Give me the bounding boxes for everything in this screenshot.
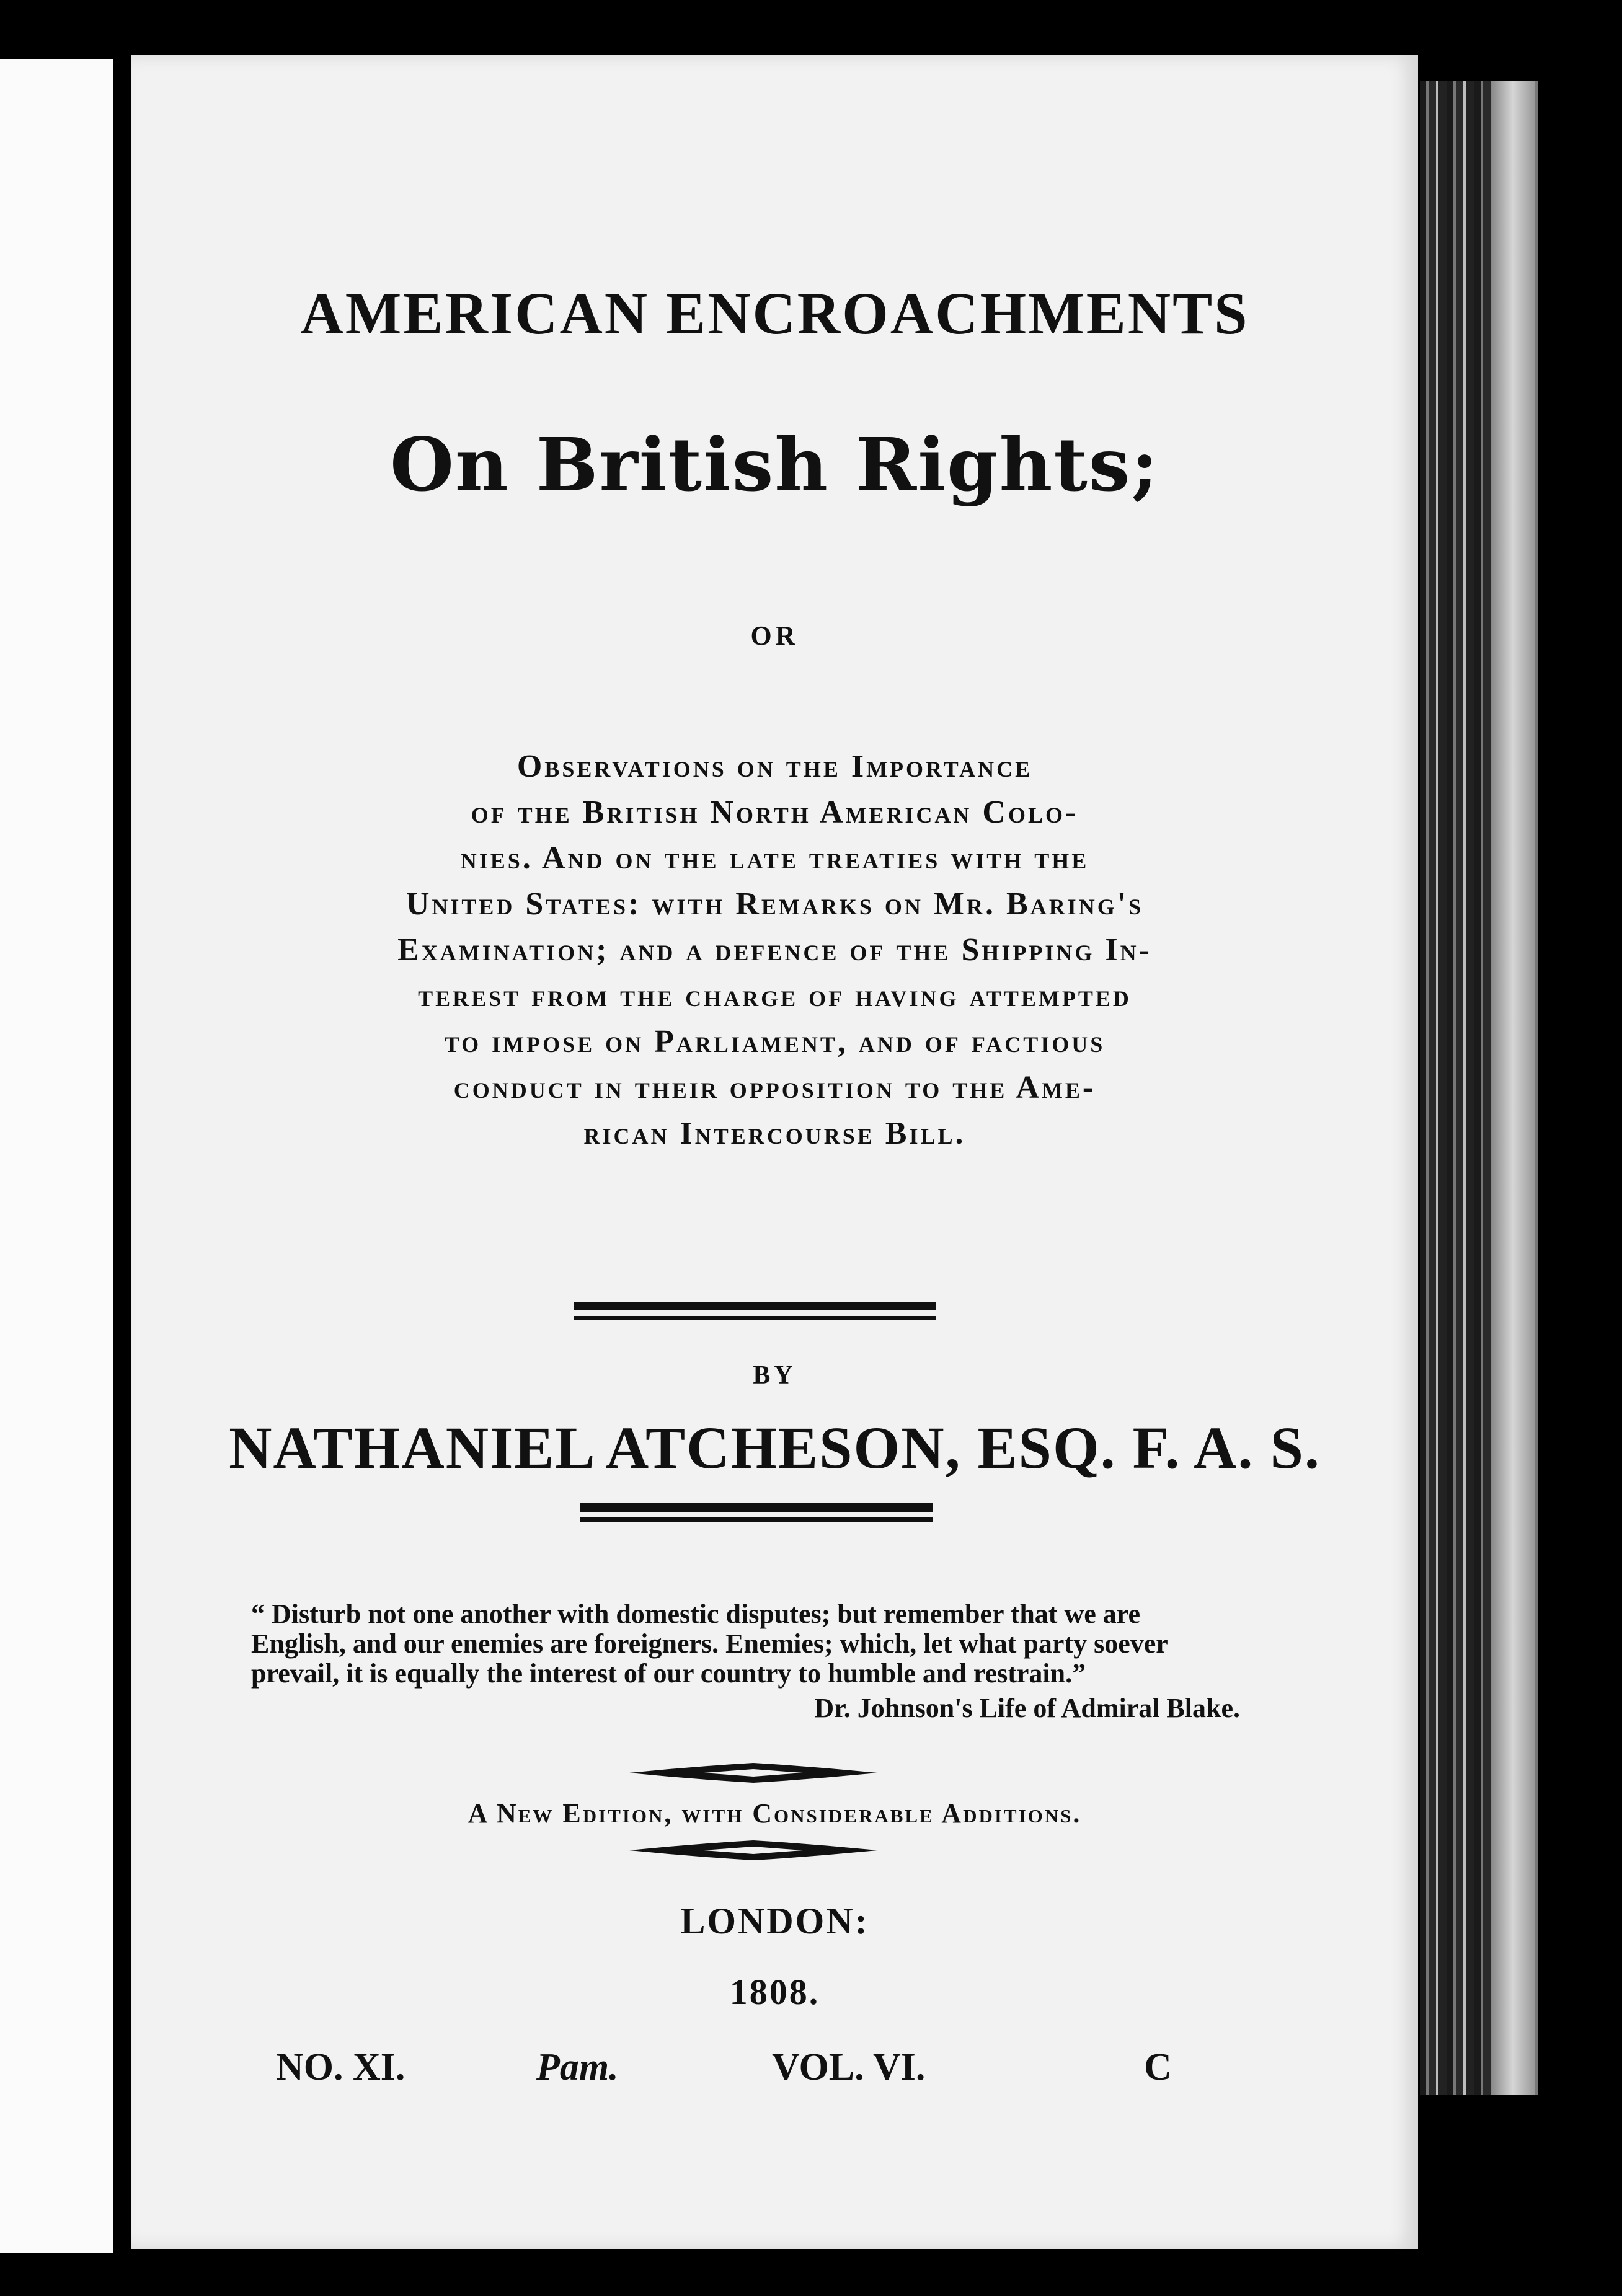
description: [131, 744, 1418, 1157]
description-line: of the British North American Colo-: [471, 795, 1079, 830]
description-line: Observations on the Importance: [516, 749, 1033, 784]
author-name: NATHANIEL ATCHESON, ESQ. F. A. S.: [229, 1415, 1321, 1481]
edition-note: A New Edition, with Considerable Additions.: [468, 1798, 1082, 1829]
description-line: conduct in their opposition to the Ame-: [453, 1070, 1096, 1105]
epigraph-line: English, and our enemies are foreigners. Enemies; which, let what party soever: [251, 1628, 1168, 1659]
double-rule-top: [574, 1302, 936, 1320]
conjunction: OR: [750, 620, 799, 651]
description-line: to impose on Parliament, and of factious: [444, 1024, 1106, 1059]
book-subtitle: On British Rights;: [390, 422, 1159, 508]
epigraph: [251, 1599, 1268, 1689]
book-title: AMERICAN ENCROACHMENTS: [300, 280, 1249, 347]
page-edges-highlight: [1491, 81, 1535, 2095]
epigraph-line: “ Disturb not one another with domestic disputes; but remember that we are: [251, 1599, 1141, 1629]
ornament-divider-bottom: [629, 1838, 877, 1863]
shelf-mark-volume: VOL. VI.: [772, 2046, 926, 2088]
publication-place: LONDON:: [680, 1901, 869, 1941]
description-line: United States: with Remarks on Mr. Baring's: [406, 886, 1144, 922]
description-line: nies. And on the late treaties with the: [460, 841, 1089, 876]
shelf-mark-letter: C: [1144, 2046, 1172, 2088]
facing-page: [0, 59, 113, 2253]
epigraph-line: prevail, it is equally the interest of our country to humble and restrain.”: [251, 1658, 1086, 1689]
ornament-divider-top: [629, 1760, 877, 1785]
description-line: Examination; and a defence of the Shipping In-: [397, 932, 1152, 968]
epigraph-attribution: Dr. Johnson's Life of Admiral Blake.: [814, 1693, 1240, 1723]
by-label: BY: [753, 1361, 797, 1390]
shelf-mark-number: NO. XI.: [276, 2046, 406, 2088]
publication-year: 1808.: [729, 1972, 820, 2012]
description-line: rican Intercourse Bill.: [583, 1116, 966, 1151]
double-rule-bottom: [580, 1503, 933, 1522]
description-line: terest from the charge of having attempted: [418, 978, 1132, 1013]
shelf-mark-type: Pam.: [536, 2046, 619, 2088]
